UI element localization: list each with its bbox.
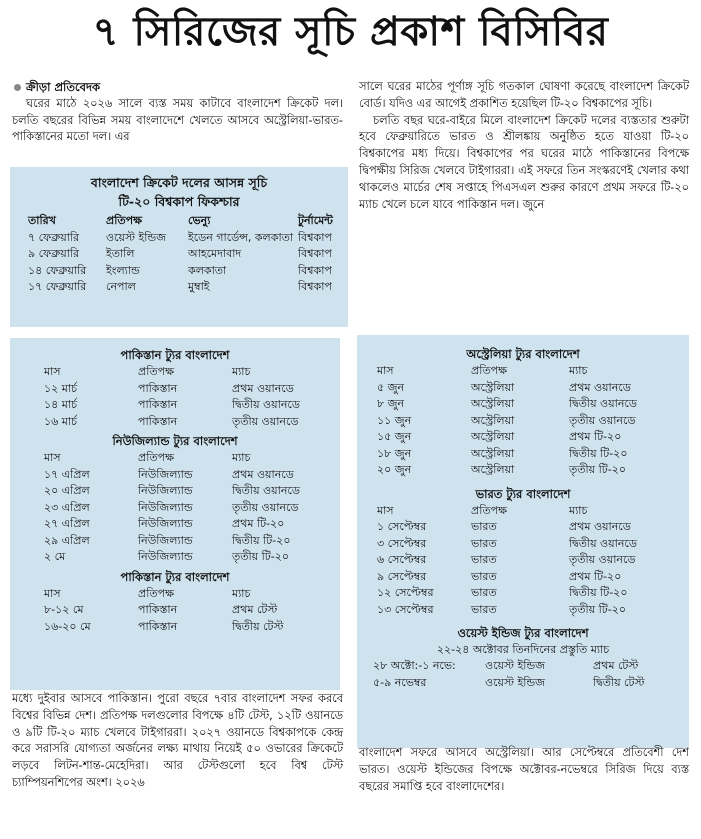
cell: প্রথম ওয়ানডে [569,380,631,394]
cell: পাকিস্তান [138,414,178,428]
schedule-box-left [10,338,340,690]
col-header: প্রতিপক্ষ [106,214,142,227]
cell: ওয়েস্ট ইন্ডিজ [106,230,166,244]
cell: ১৫ জুন [377,430,412,443]
table-row [377,585,637,602]
cell: পাকিস্তান [138,381,178,395]
cell: ১৭ ফেব্রুয়ারি [28,280,87,293]
cell: নিউজিল্যান্ড [138,533,193,547]
cell: ২৮ অক্টো:-১ নভে: [373,659,456,672]
table-row [377,602,637,619]
cell: তৃতীয় টি-২০ [232,550,290,563]
table-row [44,500,300,517]
cell: আহমেদাবাদ [188,247,242,260]
cell: ৯ ফেব্রুয়ারি [28,247,80,260]
cell: ৭ ফেব্রুয়ারি [28,230,80,244]
cell: তৃতীয় ওয়ানডে [569,413,636,427]
cell: অস্ট্রেলিয়া [471,430,515,443]
article-paragraph: ঘরের মাঠে ২০২৬ সালে ব্যস্ত সময় কাটাবে বাংলাদেশ ক্রিকেট দল। চলতি বছরের বিভিন্ন সময় বাংলাদেশে খেলতে আসবে অস্ট্রেলিয়া-ভারত-পাকিস্তানের মতো দল। এর [12,96,343,144]
table-row [44,549,300,566]
cell: কলকাতা [188,263,227,277]
cell: নিউজিল্যান্ড [138,467,193,481]
cell: ২৩ এপ্রিল [44,500,90,514]
tour-title-pakistan-test: পাকিস্তান ট্যুর বাংলাদেশ [120,569,230,584]
cell: ২০ জুন [377,463,412,476]
worldcup-table [28,213,333,296]
col-header: তারিখ [28,214,56,227]
cell: দ্বিতীয় ওয়ানডে [569,397,637,410]
cell: ১৭ এপ্রিল [44,467,90,481]
cell: প্রথম ওয়ানডে [569,520,631,533]
col-header: মাস [44,586,61,600]
table-row [377,462,637,479]
cell: দ্বিতীয় ওয়ানডে [232,484,300,497]
cell: প্রথম টি-২০ [569,430,622,443]
tour-title-australia: অস্ট্রেলিয়া ট্যুর বাংলাদেশ [466,347,580,361]
table-row [377,519,637,536]
cell: দ্বিতীয় টি-২০ [569,446,628,460]
cell: বিশ্বকাপ [298,263,332,277]
cell: ২ মে [44,550,66,563]
table-row [44,602,284,619]
cell: ১১ জুন [377,413,412,427]
australia-table [377,363,637,479]
byline [12,79,343,96]
cell: প্রথম টেস্ট [232,603,278,616]
cell: ভারত [471,602,497,616]
col-header: প্রতিপক্ষ [138,451,174,464]
cell: ২০ এপ্রিল [44,484,90,497]
pakistan-test-table [44,586,284,636]
cell: বিশ্বকাপ [298,280,332,293]
westindies-table [373,658,645,691]
table-row [28,263,333,280]
cell: ৮-১২ মে [44,603,84,616]
table-header-row [377,503,637,520]
cell: ৩ সেপ্টেম্বর [377,536,427,550]
cell: ইডেন গার্ডেন্স, কলকাতা [188,230,294,244]
article-column-right-top [359,79,689,213]
cell: প্রথম টি-২০ [569,569,622,583]
india-table [377,503,637,619]
bullet-icon [14,84,21,91]
headline: ৭ সিরিজের সূচি প্রকাশ বিসিবির [92,9,609,55]
cell: প্রথম ওয়ানডে [232,381,294,395]
table-row [44,397,300,414]
col-header: ম্যাচ [569,503,588,517]
article-column-right-bottom [359,745,689,795]
table-row [377,569,637,586]
col-header: ম্যাচ [232,451,251,464]
cell: নেপাল [106,280,136,293]
cell: ১৬ মার্চ [44,414,78,428]
cell: বিশ্বকাপ [298,230,332,244]
col-header: প্রতিপক্ষ [471,364,507,377]
cell: অস্ট্রেলিয়া [471,380,515,394]
cell: ১৪ ফেব্রুয়ারি [28,263,87,277]
col-header: টুর্নামেন্ট [298,214,333,227]
tour-title-westindies: ওয়েস্ট ইন্ডিজ ট্যুর বাংলাদেশ [457,626,589,640]
col-header: মাস [377,503,394,517]
table-row [373,658,645,675]
cell: নিউজিল্যান্ড [138,550,193,563]
cell: প্রথম ওয়ানডে [232,467,294,481]
article-paragraph: সালে ঘরের মাঠের পূর্ণাঙ্গ সূচি গতকাল ঘোষণা করেছে বাংলাদেশ ক্রিকেট বোর্ড। যদিও এর আগেই প্রকাশিত হয়েছিল টি-২০ বিশ্বকাপের সূচি। [359,80,689,110]
col-header: প্রতিপক্ষ [138,365,174,378]
cell: ভারত [471,569,497,583]
tour-title-newzealand: নিউজিল্যান্ড ট্যুর বাংলাদেশ [112,434,238,448]
cell: নিউজিল্যান্ড [138,517,193,530]
cell: পাকিস্তান [138,619,178,633]
newzealand-table [44,450,300,566]
cell: ১ সেপ্টেম্বর [377,520,427,533]
cell: পাকিস্তান [138,398,178,411]
col-header: প্রতিপক্ষ [138,586,174,600]
cell: তৃতীয় ওয়ানডে [569,553,636,566]
table-row [44,467,300,484]
cell: ১৬-২০ মে [44,619,91,633]
cell: অস্ট্রেলিয়া [471,413,515,427]
cell: নিউজিল্যান্ড [138,484,193,497]
cell: পাকিস্তান [138,603,178,616]
table-header-row [44,450,300,467]
article-paragraph: চলতি বছর ঘরে-বাইরে মিলে বাংলাদেশ ক্রিকেট দলের ব্যস্ততার শুরুটা হবে ফেব্রুয়ারিতে ভারত ও শ্রীলঙ্কায় অনুষ্ঠিত হতে যাওয়া টি-২০ বিশ্বকাপের মধ্য দিয়ে। বিশ্বকাপের পর ঘরের মাঠে পাকিস্তানের বিপক্ষে দ্বিপক্ষীয় সিরিজ খেলবে টাইগাররা। এই সফরে তিন সংস্করণেই খেলার কথা থাকলেও মার্চের শেষ সপ্তাহে পিএসএল শুরুর কারণে প্রথম সফরে টি-২০ ম্যাচ খেলে চলে যাবে পাকিস্তান দল। জুনে [359,113,689,211]
table-row [44,414,300,431]
article-column-left-top [12,79,343,146]
cell: প্রথম টি-২০ [232,517,285,530]
table-row [44,483,300,500]
tour-title-pakistan-odi: পাকিস্তান ট্যুর বাংলাদেশ [120,348,230,362]
cell: ১৩ সেপ্টেম্বর [377,602,434,616]
box-title: বাংলাদেশ ক্রিকেট দলের আসন্ন সূচি [90,175,268,190]
table-row [377,446,637,463]
table-row [28,279,333,296]
cell: ওয়েস্ট ইন্ডিজ [485,675,545,689]
cell: অস্ট্রেলিয়া [471,397,515,410]
cell: তৃতীয় টি-২০ [569,602,627,616]
tour-title-india: ভারত ট্যুর বাংলাদেশ [475,486,571,501]
pakistan-odi-table [44,364,300,430]
table-row [28,246,333,263]
table-header-row [44,586,284,603]
cell: ১৪ মার্চ [44,398,78,411]
col-header: ম্যাচ [232,365,251,378]
cell: ৫ জুন [377,380,405,394]
cell: ২৯ এপ্রিল [44,533,90,547]
table-row [28,230,333,247]
cell: ইংল্যান্ড [106,263,140,277]
cell: ৯ সেপ্টেম্বর [377,569,427,583]
cell: অস্ট্রেলিয়া [471,446,515,460]
cell: ভারত [471,536,497,550]
col-header: প্রতিপক্ষ [471,503,507,517]
cell: ভারত [471,520,497,533]
article-paragraph: বাংলাদেশ সফরে আসবে অস্ট্রেলিয়া। আর সেপ্টেম্বরে প্রতিবেশী দেশ ভারত। ওয়েস্ট ইন্ডিজের বিপক্ষে অক্টোবর-নভেম্বরে সিরিজ দিয়ে ব্যস্ত বছরের সমাপ্তি হবে বাংলাদেশের। [359,746,689,793]
cell: দ্বিতীয় টি-২০ [569,586,628,599]
cell: ২৭ এপ্রিল [44,517,90,530]
table-row [44,533,300,550]
table-header-row [377,363,637,380]
warmup-note: ২২-২৪ অক্টোবর তিনদিনের প্রস্তুতি ম্যাচ [436,643,610,656]
table-row [44,619,284,636]
cell: ৫-৯ নভেম্বর [373,675,427,689]
cell: ১২ সেপ্টেম্বর [377,586,434,599]
table-row [377,413,637,430]
cell: দ্বিতীয় ওয়ানডে [569,536,637,550]
byline-text: ক্রীড়া প্রতিবেদক [26,80,101,94]
table-row [373,675,645,692]
cell: ১২ মার্চ [44,381,78,395]
cell: দ্বিতীয় ওয়ানডে [232,398,300,411]
table-row [44,516,300,533]
cell: ভারত [471,553,497,566]
col-header: মাস [44,365,61,378]
cell: ওয়েস্ট ইন্ডিজ [485,659,545,672]
cell: ৮ জুন [377,397,405,410]
cell: ইতালি [106,247,135,260]
schedule-box-right [357,335,689,748]
cell: নিউজিল্যান্ড [138,500,193,514]
cell: দ্বিতীয় টি-২০ [232,533,291,547]
cell: অস্ট্রেলিয়া [471,463,515,476]
box-subtitle: টি-২০ বিশ্বকাপ ফিকশ্চার [118,194,240,209]
cell: ১৮ জুন [377,446,412,460]
cell: ভারত [471,586,497,599]
table-row [377,429,637,446]
cell: দ্বিতীয় টেস্ট [593,675,645,689]
table-row [377,396,637,413]
cell: প্রথম টেস্ট [593,659,639,672]
cell: বিশ্বকাপ [298,247,332,260]
table-row [377,380,637,397]
worldcup-fixture-box [10,167,348,327]
cell: দ্বিতীয় টেস্ট [232,619,284,633]
table-row [377,552,637,569]
cell: ৬ সেপ্টেম্বর [377,553,427,566]
col-header: মাস [377,364,394,377]
table-header-row [44,364,300,381]
article-column-left-bottom [12,691,343,792]
col-header: মাস [44,451,61,464]
cell: তৃতীয় টি-২০ [569,463,627,476]
table-header-row [28,213,333,230]
cell: তৃতীয় ওয়ানডে [232,414,299,428]
table-row [44,381,300,398]
article-paragraph: মধ্যে দুইবার আসবে পাকিস্তান। পুরো বছরে ৭বার বাংলাদেশ সফর করবে বিশ্বের বিভিন্ন দেশ। প্রতিপক্ষ দলগুলোর বিপক্ষে ৪টি টেস্ট, ১২টি ওয়ানডে ও ৯টি টি-২০ ম্যাচ খেলবে টাইগাররা। ২০২৭ ওয়ানডে বিশ্বকাপকে কেন্দ্র করে সরাসরি যোগ্যতা অর্জনের লক্ষ্য মাথায় নিয়েই ৫০ ওভারের ক্রিকেটে লড়বে লিটন-শান্ত-মেহেদিরা। আর টেস্টগুলো হবে বিশ্ব টেস্ট চ্যাম্পিয়নশিপের অংশ। ২০২৬ [12,692,343,789]
col-header: ম্যাচ [232,586,251,600]
cell: তৃতীয় ওয়ানডে [232,500,299,514]
col-header: ম্যাচ [569,364,588,377]
table-row [377,536,637,553]
cell: মুম্বাই [188,280,210,293]
col-header: ভেন্যু [188,214,211,227]
